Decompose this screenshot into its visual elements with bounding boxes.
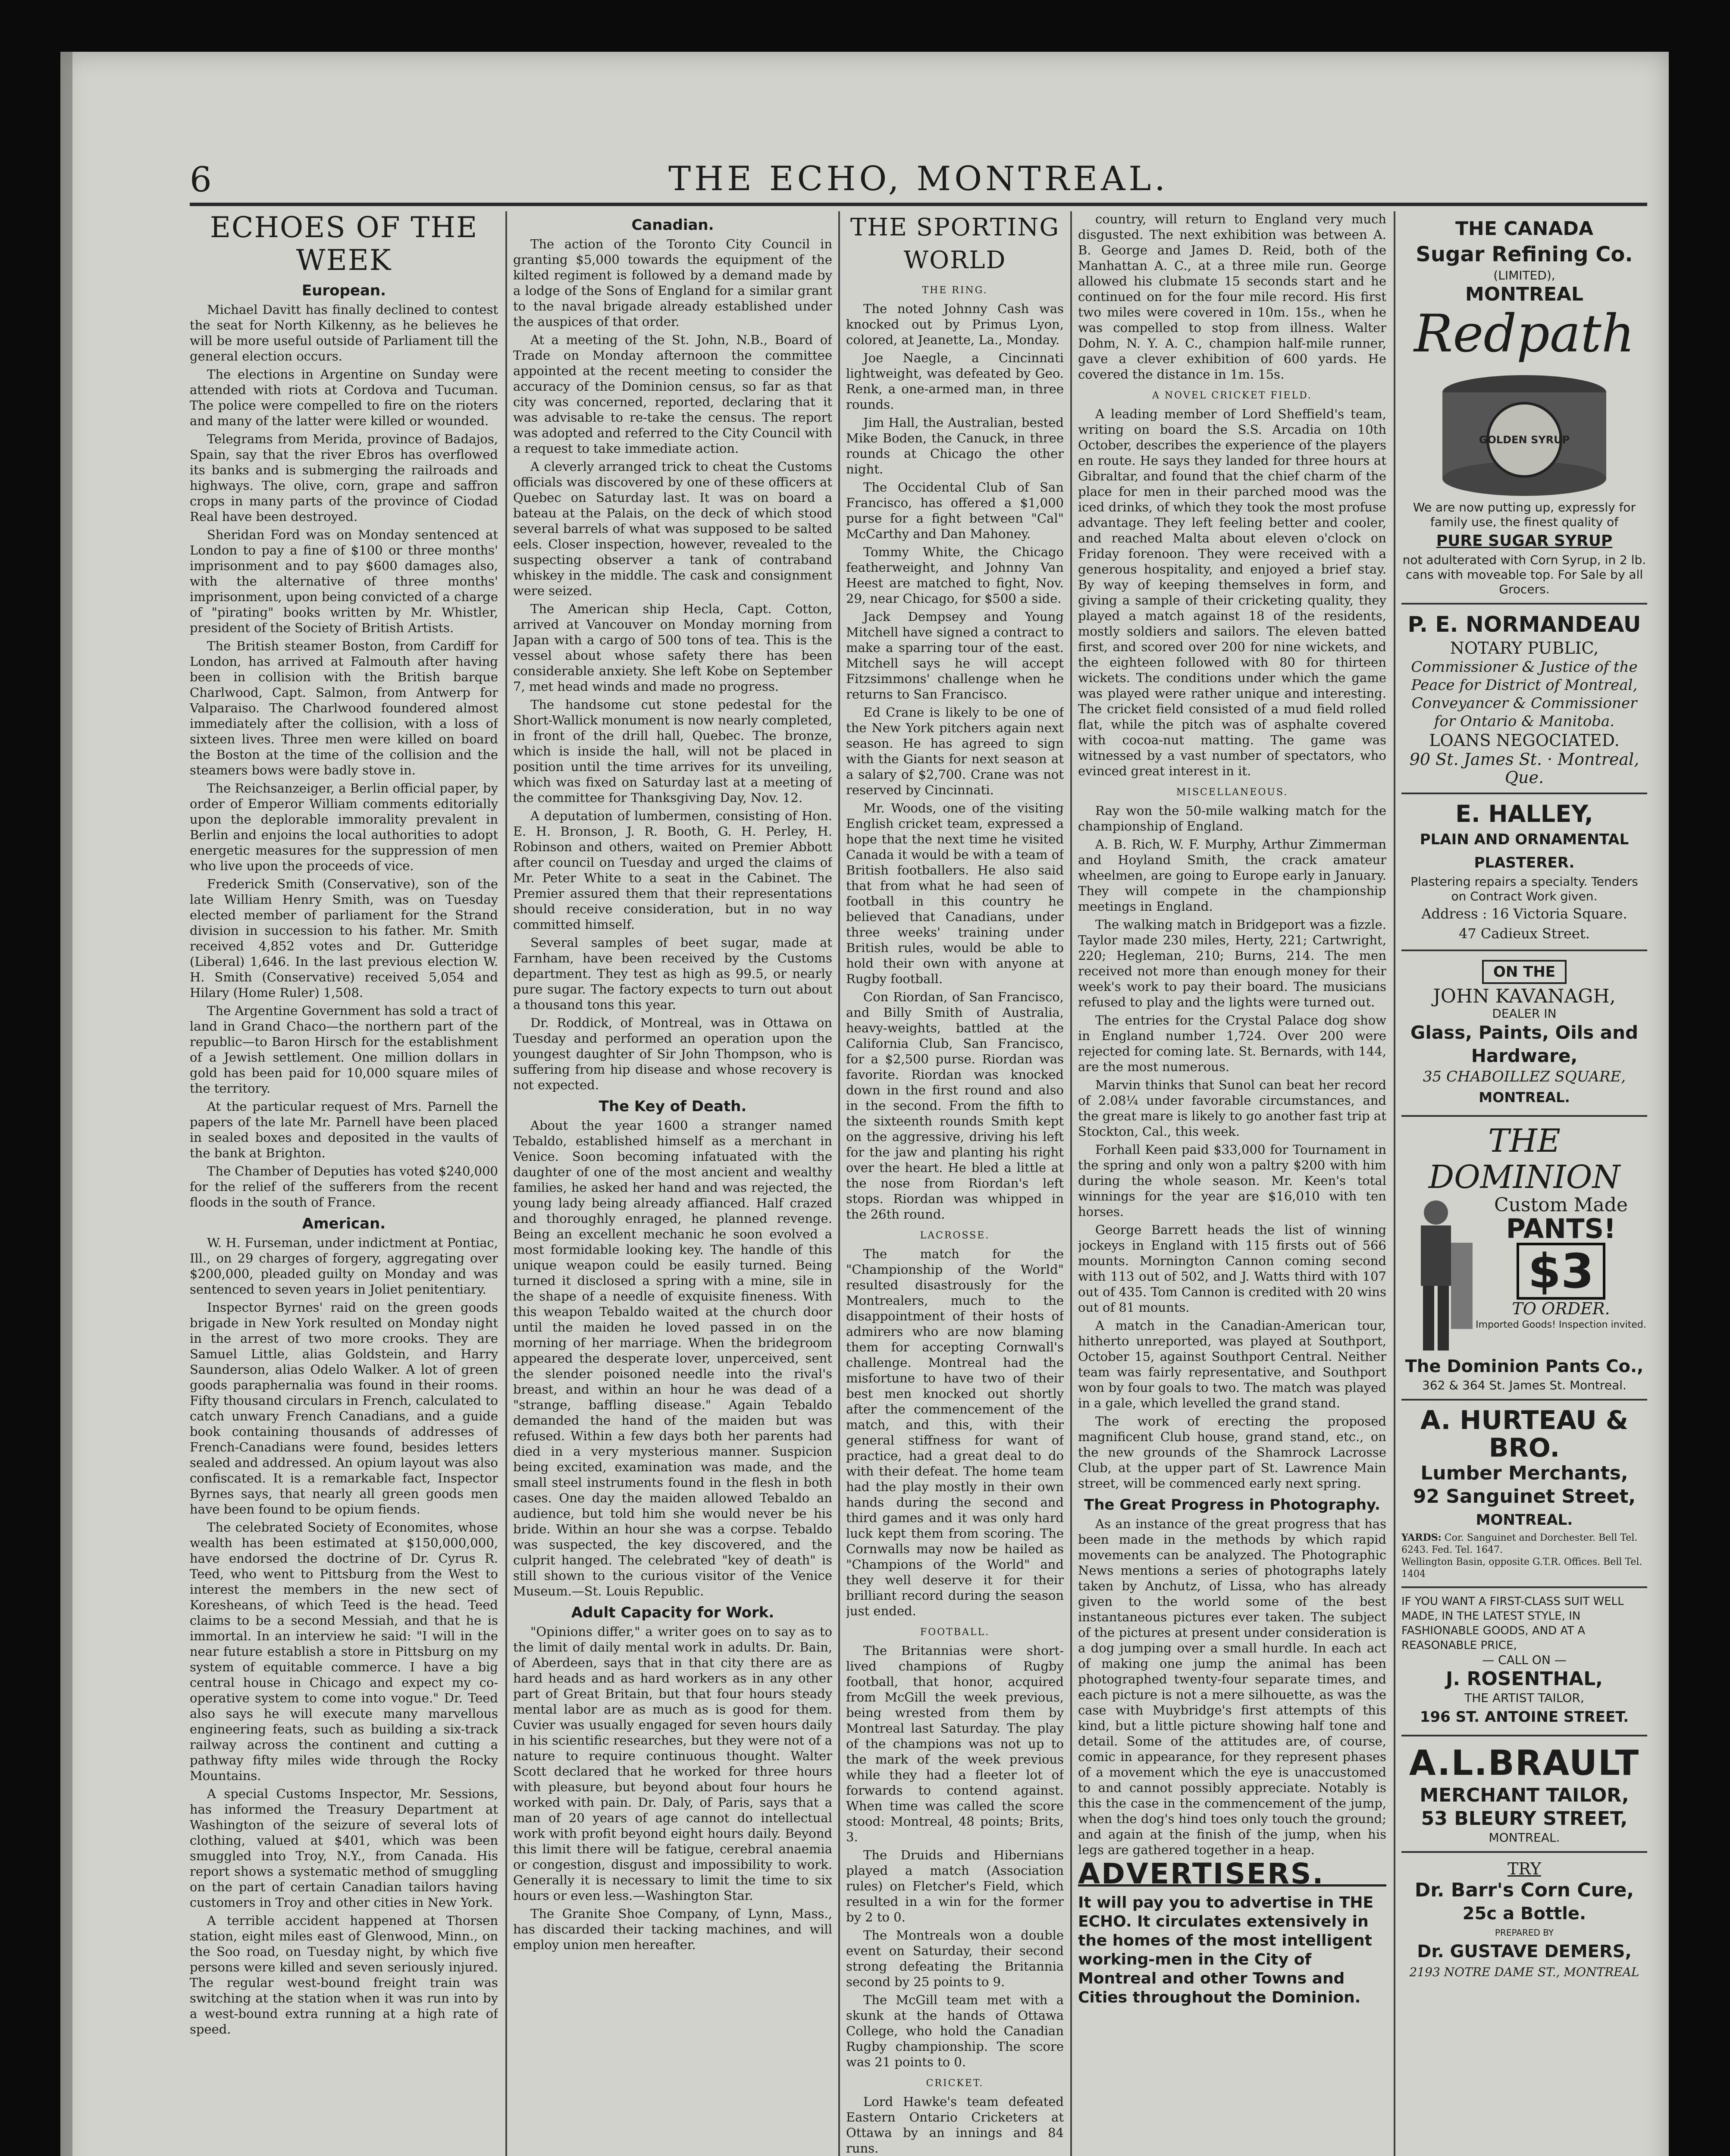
article-paragraph: "Opinions differ," a writer goes on to say as to the limit of daily mental work in adults. Dr. Bain, of Aberdeen, says that in that city there are as hard heads and as hard workers as in any other part of Great Britain, but that four hours steady mental labor are as much as is good for them. Cuvier was usually engaged for seven hours daily in his scientific researches, but they were not of a nature to require continuous thought. Walter Scott declared that he worked for three hours with pleasure, but beyond about four hours he worked with pain. Dr. Daly, of Paris, says that a man of 20 years of age cannot do intellectual work with profit beyond eight hours daily. Beyond this limit there will be fatigue, cerebral anaemia or congestion, disgust and impossibility to work. Generally it is necessary to limit the time to six hours or even less.—Washington Star.	[513, 1624, 832, 1903]
ad-name: A.L.BRAULT	[1409, 1743, 1640, 1783]
article-paragraph: The elections in Argentine on Sunday were attended with riots at Cordova and Tucuman. The police were compelled to fire on the rioters and many of the latter were killed or wounded.	[190, 367, 498, 428]
article-paragraph: The walking match in Bridgeport was a fizzle. Taylor made 230 miles, Herty, 221; Cartwright, 220; Hegleman, 210; Burns, 214. The men received not more than enough money for their week's work to pay their board. The musicians refused to play and the lights were turned out.	[1078, 917, 1386, 1009]
article-paragraph: The Granite Shoe Company, of Lynn, Mass., has discarded their tacking machines, and will employ union men hereafter.	[513, 1906, 832, 1952]
article-paragraph: Jack Dempsey and Young Mitchell have signed a contract to make a sparring tour of the east. Mitchell says he will accept Fitzsimmons' challenge when he returns to San Francisco.	[846, 609, 1064, 702]
athletics-continued	[1078, 211, 1386, 382]
article-paragraph: The handsome cut stone pedestal for the Short-Wallick monument is now nearly completed, in front of the drill hall, Quebec. The bronze, which is inside the hall, will not be placed in position until the time arrives for its unveiling, which was fixed on Saturday last at a meeting of the committee for Thanksgiving Day, Nov. 12.	[513, 697, 832, 805]
subheading-key-of-death: The Key of Death.	[599, 1098, 747, 1115]
article-paragraph: The Occidental Club of San Francisco, has offered a $1,000 purse for a fight between "Cal" McCarthy and Dan Mahoney.	[846, 480, 1064, 541]
article-paragraph: About the year 1600 a stranger named Tebaldo, established himself as a merchant in Venice. Soon becoming infatuated with the daughter of one of the most ancient and wealthy families, he asked her hand and was rejected, the young lady being already affianced. Half crazed and thoroughly enraged, he planned revenge. Being an excellent mechanic he soon evolved a most formidable looking key. The handle of this unique weapon could be easily turned. Being turned it disclosed a spring with a mine, sile in the shape of a needle of exquisite fineness. With this weapon Tebaldo waited at the church door until the maiden he loved passed in on the morning of her marriage. When the bridegroom appeared the desperate lover, unperceived, sent the slender poisoned needle into the rival's breast, and within an hour he was dead of a "strange, baffling disease." Again Tebaldo demanded the hand of the maiden but was refused. Within a few days both her parents had died in a very mysterious manner. Suspicion being excited, examination was made, and the small steel instruments found in the flesh in both cases. One day the maiden allowed Tebaldo an audience, but told him she would never be his bride. Within an hour she was a corpse. Tebaldo was suspected, the key discovered, and the culprit hanged. The celebrated "key of death" is still shown to the curious visitor of the Venice Museum.—St. Louis Republic.	[513, 1118, 832, 1598]
ad-rosenthal	[1401, 1588, 1647, 1736]
article-paragraph: The American ship Hecla, Capt. Cotton, arrived at Vancouver on Monday morning from Japan with a cargo of 500 tons of tea. This is the vessel about whose safety there has been considerable anxiety. She left Kobe on September 7, met head winds and made no progress.	[513, 602, 832, 694]
article-paragraph: The match for the "Championship of the World" resulted disastrously for the Montrealers, much to the disappointment of their hosts of admirers who are now blaming them for accepting Cornwall's challenge. Montreal had the misfortune to have two of their best men knocked out shortly after the commencement of the match, and this, with their general stiffness for want of practice, had a great deal to do with their defeat. The home team had the play mostly in their own hands during the second and third games and it was only hard luck kept them from scoring. The Cornwalls may now be hailed as "Champions of the World" and they well deserve it for their brilliant record during the season just ended.	[846, 1247, 1064, 1618]
page-number: 6	[190, 160, 212, 200]
column-rule	[1070, 211, 1072, 2156]
advertisement-column	[1401, 211, 1647, 2156]
ad-address: 2193 NOTRE DAME ST., MONTREAL	[1409, 1965, 1639, 1979]
article-paragraph: Frederick Smith (Conservative), son of the late William Henry Smith, was on Tuesday elected member of parliament for the Strand division in succession to his father. Mr. Smith received 4,852 votes and Dr. Gutteridge (Liberal) 1,646. In the last previous election W. H. Smith (Conservative) received 5,054 and Hilary (Home Ruler) 1,508.	[190, 877, 498, 1000]
subheading-adult-capacity: Adult Capacity for Work.	[571, 1604, 774, 1621]
article-paragraph: Lord Hawke's team defeated Eastern Ontario Cricketers at Ottawa by an innings and 84 runs.	[846, 2094, 1064, 2156]
ad-line: DEALER IN	[1492, 1006, 1557, 1021]
ad-redpath-sugar	[1401, 211, 1647, 605]
ad-brault	[1401, 1736, 1647, 1853]
article-paragraph: A deputation of lumbermen, consisting of Hon. E. H. Bronson, J. R. Booth, G. H. Perley, H. Robinson and others, waited on Premier Abbott after council on Tuesday and urged the claims of Mr. Peter White to a seat in the Cabinet. The Premier assured them that their representations should receive consideration, but in no way committed himself.	[513, 808, 832, 932]
ad-address: 16 Victoria Square.	[1491, 906, 1627, 922]
article-paragraph: A cleverly arranged trick to cheat the Customs officials was discovered by one of these officers at Quebec on Saturday last. It was on board a bateau at the Palais, on the deck of which stood several barrels of what was supposed to be salted eels. Closer inspection, however, revealed to the suspecting observer a tank of contraband whiskey in the middle. The cask and consignment were seized.	[513, 459, 832, 598]
ad-name: J. ROSENTHAL,	[1446, 1668, 1603, 1690]
subheading-lacrosse: LACROSSE.	[920, 1230, 990, 1241]
scan-edge	[60, 52, 72, 2156]
adult-capacity-story	[513, 1624, 832, 1952]
article-paragraph: Ed Crane is likely to be one of the New York pitchers again next season. He has agreed to sign with the Giants for next season at a salary of $2,700. Crane was not reserved by Cincinnati.	[846, 705, 1064, 797]
ad-halley	[1401, 794, 1647, 951]
article-paragraph: Sheridan Ford was on Monday sentenced at London to pay a fine of $100 or three months' imprisonment and to pay $600 damages also, with the alternative of three months' imprisonment, upon being convicted of a charge of "pirating" books written by Mr. Whistler, president of the Society of British Artists.	[190, 527, 498, 635]
ad-hurteau	[1401, 1401, 1647, 1588]
article-paragraph: A match in the Canadian-American tour, hitherto unreported, was played at Southport, October 15, against Southport Central. Neither team was fairly representative, and Southport won by four goals to two. The match was played in a gale, which levelled the grand stand.	[1078, 1318, 1386, 1410]
ad-line: — CALL ON —	[1482, 1653, 1567, 1667]
ad-line: PLAIN AND ORNAMENTAL PLASTERER.	[1420, 831, 1629, 871]
paper-title: THE ECHO, MONTREAL.	[668, 160, 1169, 198]
column-rule	[838, 211, 840, 2156]
subheading-miscellaneous: MISCELLANEOUS.	[1176, 787, 1288, 798]
ad-yards-label: YARDS:	[1401, 1532, 1442, 1543]
article-paragraph: Con Riordan, of San Francisco, and Billy Smith of Australia, heavy-weights, battled at the California Club, San Francisco, for a $2,500 purse. Riordan was favorite. Riordan was knocked down in the first round and also in the second. From the fifth to the sixteenth rounds Smith kept on the aggressive, driving his left for the jaw and planting his right over the heart. He bled a little at the nose from Riordan's left stops. Riordan was whipped in the 26th round.	[846, 990, 1064, 1222]
article-paragraph: Several samples of beet sugar, made at Farnham, have been received by the Customs department. They test as high as 99.5, or nearly pure sugar. The factory expects to turn out about a thousand tons this year.	[513, 935, 832, 1012]
column-sporting	[846, 211, 1064, 2156]
ad-normandeau	[1401, 605, 1647, 794]
syrup-tin-label: GOLDEN SYRUP	[1479, 434, 1570, 446]
cricket-news	[846, 2094, 1064, 2156]
article-paragraph: The entries for the Crystal Palace dog show in England number 1,724. Over 200 were rejected for coming late. St. Bernards, with 144, are the most numerous.	[1078, 1013, 1386, 1074]
syrup-tin-icon	[1425, 367, 1623, 496]
article-paragraph: A special Customs Inspector, Mr. Sessions, has informed the Treasury Department at Washington of the seizure of several lots of clothing, valued at $401, which was been smuggled into Troy, N.Y., from Canada. His report shows a systematic method of smuggling on the part of certain Canadian tailors having customers in Troy and other cities in New York.	[190, 1786, 498, 1910]
ad-line: MONTREAL.	[1476, 1511, 1573, 1529]
article-paragraph: Forhall Keen paid $33,000 for Tournament in the spring and only won a paltry $200 with him during the whole season. Mr. Keen's total winnings for the year are $16,010 with ten horses.	[1078, 1142, 1386, 1219]
article-paragraph: Telegrams from Merida, province of Badajos, Spain, say that the river Ebros has overflowed its banks and is submerging the railroads and highways. The olive, corn, grape and saffron crops in many parts of the province of Ciodad Real have been destroyed.	[190, 432, 498, 524]
article-paragraph: A terrible accident happened at Thorsen station, eight miles east of Glenwood, Minn., on the Soo road, on Tuesday night, by which five persons were killed and seven seriously injured. The regular west-bound freight train was switching at the station when it was run into by a west-bound extra running at a high rate of speed.	[190, 1913, 498, 2037]
european-news	[190, 302, 498, 1210]
ad-company: The Dominion Pants Co.,	[1405, 1357, 1644, 1376]
subheading-ring: THE RING.	[922, 285, 988, 296]
subheading-american: American.	[302, 1215, 386, 1232]
article-paragraph: Ray won the 50-mile walking match for the championship of England.	[1078, 803, 1386, 834]
article-paragraph: Dr. Roddick, of Montreal, was in Ottawa on Tuesday and performed an operation upon the youngest daughter of Sir John Thompson, who is suffering from hip disease and whose recovery is not expected.	[513, 1015, 832, 1092]
ad-yard: Cor. Sanguinet and Dorchester. Bell Tel. 6243. Fed. Tel. 1647.	[1401, 1532, 1638, 1555]
article-paragraph: Michael Davitt has finally declined to contest the seat for North Kilkenny, as he believes he will be more useful outside of Parliament till the general election occurs.	[190, 302, 498, 364]
football-news	[846, 1643, 1064, 2070]
ad-name: THE DOMINION	[1428, 1122, 1620, 1196]
ad-name: Dr. Barr's Corn Cure,	[1414, 1879, 1634, 1901]
article-paragraph: The noted Johnny Cash was knocked out by Primus Lyon, colored, at Jeanette, La., Monday.	[846, 301, 1064, 347]
article-paragraph: W. H. Furseman, under indictment at Pontiac, Ill., on 29 charges of forgery, aggregating over $200,000, pleaded guilty on Monday and was sentenced to seven years in Joliet penitentiary.	[190, 1235, 498, 1297]
tailor-figure-icon	[1401, 1195, 1475, 1355]
lacrosse-news	[846, 1246, 1064, 1619]
article-paragraph: The Montreals won a double event on Saturday, their second strong defeating the Britannia second by 25 points to 9.	[846, 1928, 1064, 1989]
ad-address: 90 St. James St. · Montreal, Que.	[1409, 750, 1639, 787]
canadian-news	[513, 236, 832, 1093]
ad-line: PANTS!	[1506, 1213, 1616, 1244]
article-paragraph: The Chamber of Deputies has voted $240,000 for the relief of the sufferers from the recent floods in the south of France.	[190, 1164, 498, 1210]
ad-company: Sugar Refining Co.	[1416, 242, 1633, 266]
article-paragraph: Tommy White, the Chicago featherweight, and Johnny Van Heest are matched to fight, Nov. 29, near Chicago, for $500 a side.	[846, 545, 1064, 606]
key-of-death-story	[513, 1118, 832, 1599]
ad-line: Lumber Merchants,	[1420, 1462, 1628, 1484]
american-news	[190, 1235, 498, 2037]
ad-address: 196 ST. ANTOINE STREET.	[1420, 1708, 1629, 1726]
ad-line: MERCHANT TAILOR,	[1420, 1784, 1629, 1806]
miscellaneous-news	[1078, 803, 1386, 1491]
ad-name: P. E. NORMANDEAU	[1407, 612, 1641, 637]
ad-name: A. HURTEAU & BRO.	[1420, 1405, 1629, 1463]
ad-line: PREPARED BY	[1495, 1927, 1554, 1938]
ad-line: TO ORDER.	[1512, 1299, 1610, 1318]
ad-line: Imported Goods! Inspection invited.	[1476, 1319, 1646, 1330]
column-rule	[505, 211, 507, 2156]
ad-line: THE ARTIST TAILOR,	[1464, 1691, 1584, 1705]
article-paragraph: The McGill team met with a skunk at the hands of Ottawa College, who hold the Canadian Rugby championship. The score was 21 points to 0.	[846, 1993, 1064, 2069]
ad-line: MONTREAL.	[1489, 1830, 1560, 1845]
subheading-canadian: Canadian.	[631, 216, 714, 234]
article-paragraph: At a meeting of the St. John, N.B., Board of Trade on Monday afternoon the committee appointed at the recent meeting to consider the accuracy of the Dominion census, so far as that city was concerned, reported, declaring that it was advisable to re-take the census. The report was adopted and referred to the City Council with a request to take immediate action.	[513, 332, 832, 456]
column-sporting-cont	[1078, 211, 1386, 2156]
ad-box: ON THE	[1482, 960, 1567, 984]
redpath-logo: Redpath	[1413, 304, 1635, 364]
article-paragraph: Inspector Byrnes' raid on the green goods brigade in New York resulted on Monday night in the arrest of two more crooks. They are Samuel Little, alias Goldstein, and Harry Saunderson, alias Odelo Walker. A lot of green goods paraphernalia was found in their rooms. Fifty thousand circulars in French, calculated to catch unwary French Canadians, and a guide book containing thousands of addresses of French-Canadians were found, besides letters sealed and addressed. An opium layout was also confiscated. It is a remarkable fact, Inspector Byrnes says, that nearly all green goods men have been found to be opium fiends.	[190, 1300, 498, 1517]
article-paragraph: The Britannias were short-lived champions of Rugby football, that honor, acquired from McGill the week previous, being wrested from them by Montreal last Saturday. The play of the champions was not up to the mark of the week previous while they had a fleeter lot of forwards to contend against. When time was called the score stood: Montreal, 48 points; Brits, 3.	[846, 1643, 1064, 1844]
article-paragraph: The Argentine Government has sold a tract of land in Grand Chaco—the northern part of the republic—to Baron Hirsch for the establishment of a Jewish settlement. One million dollars in gold has been paid for 10,000 square miles of the territory.	[190, 1003, 498, 1096]
article-paragraph: A leading member of Lord Sheffield's team, writing on board the S.S. Arcadia on 10th October, describes the experience of the players en route. He says they landed for three hours at Gibraltar, and found that the chief charm of the place for men in their parched mood was the iced drinks, of which they took the most profuse advantage. They left feeling better and cooler, and reached Malta about eleven o'clock on Friday forenoon. They were received with a generous hospitality, and enjoyed a brief stay. By way of keeping themselves in form, and giving a sample of their cricketing quality, they played a match against 18 of the residents, mostly soldiers and sailors. The eleven batted first, and scored over 200 for nine wickets, and the eighteen followed with 80 for thirteen wickets. The conditions under which the game was played were rather unique and interesting. The cricket field consisted of a mud field rolled flat, while the pitch was of asphalte covered with cocoa-nut matting. The game was witnessed by a vast number of spectators, who evinced great interest in it.	[1078, 407, 1386, 778]
ad-line: We are now putting up, expressly for family use, the finest quality of	[1413, 500, 1636, 529]
ad-address-label: Address :	[1421, 906, 1487, 922]
ad-dominion-pants	[1401, 1117, 1647, 1401]
article-paragraph: country, will return to England very much disgusted. The next exhibition was between A. B. George and James D. Reid, both of the Manhattan A. C., at a three mile run. George allowed his clubmate 15 seconds start and he continued on for the four mile record. His first two miles were covered in 10m. 15s., when he was compelled to stop from illness. Walter Dohm, N. Y. A. C., champion half-mile runner, gave a clever exhibition of 600 yards. He covered the distance in 1m. 15s.	[1078, 212, 1386, 382]
ad-line: Custom Made	[1494, 1194, 1628, 1216]
article-paragraph: At the particular request of Mrs. Parnell the papers of the late Mr. Parnell have been placed in sealed boxes and deposited in the vaults of the bank at Brighton.	[190, 1099, 498, 1160]
price-box: $3	[1517, 1243, 1605, 1300]
ad-line: TRY	[1507, 1859, 1541, 1878]
newspaper-page	[60, 52, 1669, 2156]
advertisers-notice: It will pay you to advertise in THE ECHO. It circulates extensively in the homes of the most intelligent working-men in the City of Montreal and other Towns and Cities throughout the Dominion.	[1078, 1894, 1374, 2006]
ad-line: (LIMITED),	[1493, 268, 1555, 282]
photography-story	[1078, 1516, 1386, 1858]
section-heading-echoes: ECHOES OF THE WEEK	[210, 211, 478, 277]
article-paragraph: The action of the Toronto City Council in granting $5,000 towards the equipment of the kilted regiment is followed by a demand made by a lodge of the Sons of England for a similar grant to the naval brigade already established under the auspices of that order.	[513, 237, 832, 329]
article-paragraph: Marvin thinks that Sunol can beat her record of 2.08¼ under favorable circumstances, and the great mare is likely to go another fast trip at Stockton, Cal., this week.	[1078, 1078, 1386, 1139]
ad-name: E. HALLEY,	[1455, 800, 1593, 827]
ad-line: 25c a Bottle.	[1462, 1904, 1586, 1924]
subheading-photography: The Great Progress in Photography.	[1084, 1496, 1380, 1514]
subheading-football: FOOTBALL.	[920, 1627, 990, 1638]
ad-line: not adulterated with Corn Syrup, in 2 lb. cans with moveable top. For Sale by all Grocers.	[1402, 553, 1646, 596]
column-canadian	[513, 211, 832, 2156]
novel-cricket-story	[1078, 406, 1386, 779]
article-paragraph: As an instance of the great progress that has been made in the methods by which rapid movements can be analyzed. The Photographic News mentions a series of photographs lately taken by Anchutz, of Lissa, who has already given to the world some of the best instantaneous pictures ever taken. The subject of the pictures at present under consideration is a dog jumping over a small hurdle. In each act of making one jump the animal has been photographed twenty-four separate times, and each picture is not a mere silhouette, as was the case with Muybridge's first attempts of this kind, but a little picture showing half tone and detail. Some of the attitudes are, of course, comic in appearance, for they represent phases of a movement which the eye is unaccustomed to and cannot possibly appreciate. Notably is this the case in the commencement of the jump, when the dog's hind toes only touch the ground; and again at the finish of the jump, when his legs are gathered together in a heap.	[1078, 1517, 1386, 1857]
advertisers-heading: ADVERTISERS.	[1078, 1866, 1386, 1887]
column-rule	[1394, 211, 1395, 2156]
ad-line: NOTARY PUBLIC,	[1450, 639, 1599, 658]
subheading-novel-cricket: A NOVEL CRICKET FIELD.	[1152, 390, 1312, 401]
ad-address: 53 BLEURY STREET,	[1421, 1808, 1628, 1830]
article-paragraph: The Druids and Hibernians played a match (Association rules) on Fletcher's Field, which resulted in a win for the former by 2 to 0.	[846, 1848, 1064, 1924]
ad-yard: Wellington Basin, opposite G.T.R. Offices. Bell Tel. 1404	[1401, 1557, 1642, 1579]
ad-line: IF YOU WANT A FIRST-CLASS SUIT WELL MADE, IN THE LATEST STYLE, IN FASHIONABLE GOODS, AND AT A REASONABLE PRICE,	[1401, 1595, 1624, 1652]
article-paragraph: Joe Naegle, a Cincinnati lightweight, was defeated by Geo. Renk, a one-armed man, in three rounds.	[846, 351, 1064, 412]
subheading-cricket: CRICKET.	[926, 2078, 984, 2089]
ad-address: 47 Cadieux Street.	[1459, 925, 1590, 942]
section-heading-sporting: THE SPORTING WORLD	[850, 213, 1060, 274]
ad-line: LOANS NEGOCIATED.	[1429, 731, 1620, 750]
ring-news	[846, 301, 1064, 1222]
ad-kavanagh	[1401, 951, 1647, 1117]
ad-address: 362 & 364 St. James St. Montreal.	[1422, 1378, 1627, 1392]
ad-line: Plastering repairs a specialty. Tenders on Contract Work given.	[1410, 874, 1638, 903]
ad-line: MONTREAL.	[1479, 1089, 1570, 1106]
article-paragraph: A. B. Rich, W. F. Murphy, Arthur Zimmerman and Hoyland Smith, the crack amateur wheelmen, are going to Europe early in January. They will compete in the championship meetings in England.	[1078, 837, 1386, 914]
ad-line: THE CANADA	[1455, 218, 1593, 240]
masthead	[190, 155, 1647, 206]
column-echoes	[190, 211, 498, 2156]
article-paragraph: The British steamer Boston, from Cardiff for London, has arrived at Falmouth after having been in collision with the British barque Charlwood, Capt. Salmon, from Antwerp for Valparaiso. The Charlwood foundered almost immediately after the collision, with a loss of sixteen lives. Three men were killed on board the Boston at the time of the collision and the steamers bows were badly stove in.	[190, 639, 498, 777]
article-paragraph: George Barrett heads the list of winning jockeys in England with 115 firsts out of 566 mounts. Mornington Cannon coming second with 113 out of 502, and J. Watts third with 107 out of 435. Tom Cannon is credited with 20 wins out of 81 mounts.	[1078, 1222, 1386, 1315]
ad-address: 92 Sanguinet Street,	[1413, 1485, 1636, 1507]
article-paragraph: The celebrated Society of Economites, whose wealth has been estimated at $150,000,000, have endorsed the doctrine of Dr. Cyrus R. Teed, who went to Pittsburg from the West to interest the members in the new sect of Koresheans, of which Teed is the head. Teed claims to be a second Messiah, and that he is immortal. In an interview he said: "I will in the near future establish a store in Pittsburg on my system of equitable commerce. I have a big central house in Chicago and expect my co-operative system to come into vogue." Dr. Teed also says he will execute many marvellous engineering feats, such as building a six-track railway across the continent and cutting a pathway fifty miles wide through the Rocky Mountains.	[190, 1520, 498, 1783]
article-paragraph: Jim Hall, the Australian, bested Mike Boden, the Canuck, in three rounds at Chicago the other night.	[846, 415, 1064, 476]
ad-barr-corn-cure	[1401, 1853, 1647, 1987]
article-paragraph: The work of erecting the proposed magnificent Club house, grand stand, etc., on the new grounds of the Shamrock Lacrosse Club, at the upper part of St. Lawrence Main street, will be commenced early next spring.	[1078, 1414, 1386, 1491]
ad-line: MONTREAL	[1465, 283, 1584, 305]
ad-name: JOHN KAVANAGH,	[1433, 985, 1616, 1007]
subheading-european: European.	[301, 282, 386, 299]
article-paragraph: The Reichsanzeiger, a Berlin official paper, by order of Emperor William comments editorially upon the deplorable immorality prevalent in Berlin and enjoins the local authorities to adopt energetic measures for the suppression of men who live upon the proceeds of vice.	[190, 781, 498, 873]
ad-name: Dr. GUSTAVE DEMERS,	[1417, 1942, 1632, 1962]
ad-line: Glass, Paints, Oils and Hardware,	[1410, 1022, 1639, 1066]
ad-line: Commissioner & Justice of the Peace for District of Montreal, Conveyancer & Commissioner for Ontario & Manitoba.	[1411, 658, 1638, 730]
article-paragraph: Mr. Woods, one of the visiting English cricket team, expressed a hope that the next time he visited Canada it would be with a team of British footballers. He also said that from what he had seen of football in this country he believed that Canadians, under three weeks' training under British rules, would be able to hold their own with anyone at Rugby football.	[846, 801, 1064, 986]
ad-address: 35 CHABOILLEZ SQUARE,	[1423, 1068, 1626, 1085]
ad-line: PURE SUGAR SYRUP	[1436, 532, 1613, 550]
